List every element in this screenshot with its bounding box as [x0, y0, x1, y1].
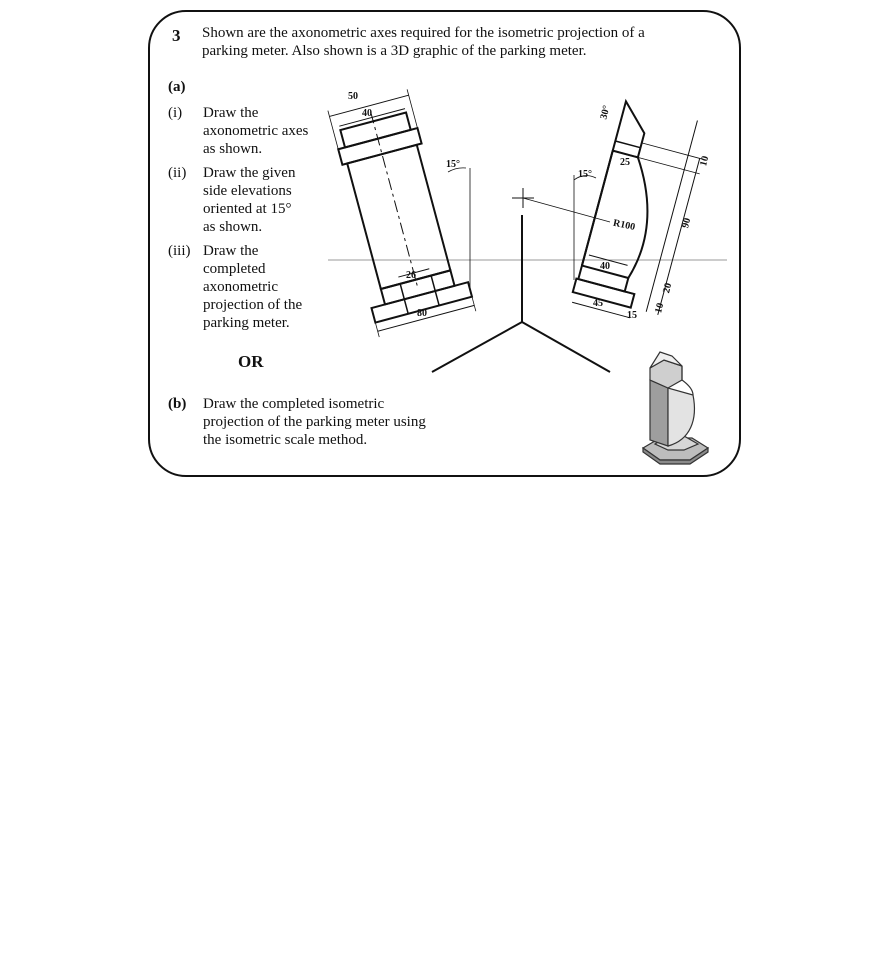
left-base-step [381, 270, 455, 304]
part-a-iii-text: Draw the [203, 243, 259, 259]
part-a-i-label: (i) [168, 105, 183, 121]
part-a-ii-label: (ii) [168, 165, 187, 181]
dim-label-50: 50 [348, 91, 358, 102]
dim-label-20: 20 [661, 281, 675, 295]
question-intro-line-2: parking meter. Also shown is a 3D graphic of the parking meter. [202, 43, 587, 59]
right-axis [522, 322, 610, 372]
dim-label-15deg-left: 15° [446, 159, 460, 170]
part-a-iii-label: (iii) [168, 243, 191, 259]
dim-label-90: 90 [680, 216, 694, 230]
part-a-i-text: as shown. [203, 141, 263, 157]
question-number: 3 [172, 26, 181, 45]
dim-label-40-right: 40 [600, 261, 610, 272]
dim-label-10-bottom: 10 [653, 301, 667, 315]
dim-label-30deg: 30° [598, 104, 613, 121]
dim-label-10-top: 10 [698, 154, 712, 168]
left-axis [432, 322, 522, 372]
part-a-ii-text: oriented at 15° [203, 201, 292, 217]
part-a-i-text: Draw the [203, 105, 259, 121]
part-b-text: Draw the completed isometric [203, 396, 385, 412]
left-side-elevation [319, 87, 476, 337]
part-a-iii-text: completed [203, 261, 266, 277]
part-a-i-text: axonometric axes [203, 123, 309, 139]
or-label: OR [238, 352, 264, 371]
part-b-text: the isometric scale method. [203, 432, 368, 448]
dim-label-80: 80 [417, 308, 427, 319]
part-a-iii-text: axonometric [203, 279, 278, 295]
part-a-iii-text: projection of the [203, 297, 303, 313]
part-a-ii-text: as shown. [203, 219, 263, 235]
dim-label-15: 15 [627, 310, 637, 321]
question-intro-line-1: Shown are the axonometric axes required for the isometric projection of a [202, 25, 645, 41]
right-side-elevation [570, 101, 713, 326]
dim-label-25: 25 [620, 157, 630, 168]
part-a-iii-text: parking meter. [203, 315, 290, 331]
part-a-ii-text: Draw the given [203, 165, 296, 181]
part-b-label: (b) [168, 396, 187, 412]
parking-meter-3d-graphic [643, 352, 708, 464]
dim-label-26: 26 [406, 270, 416, 281]
part-b-text: projection of the parking meter using [203, 414, 426, 430]
axonometric-axes [432, 215, 610, 372]
dim-label-R100: R100 [612, 217, 637, 233]
dim-label-45: 45 [593, 298, 603, 309]
part-a-ii-text: side elevations [203, 183, 292, 199]
right-base-plinth [573, 279, 635, 308]
part-a-label: (a) [168, 79, 186, 95]
dim-label-40: 40 [362, 108, 372, 119]
dim-label-15deg-right: 15° [578, 169, 592, 180]
right-body-top [582, 101, 651, 272]
